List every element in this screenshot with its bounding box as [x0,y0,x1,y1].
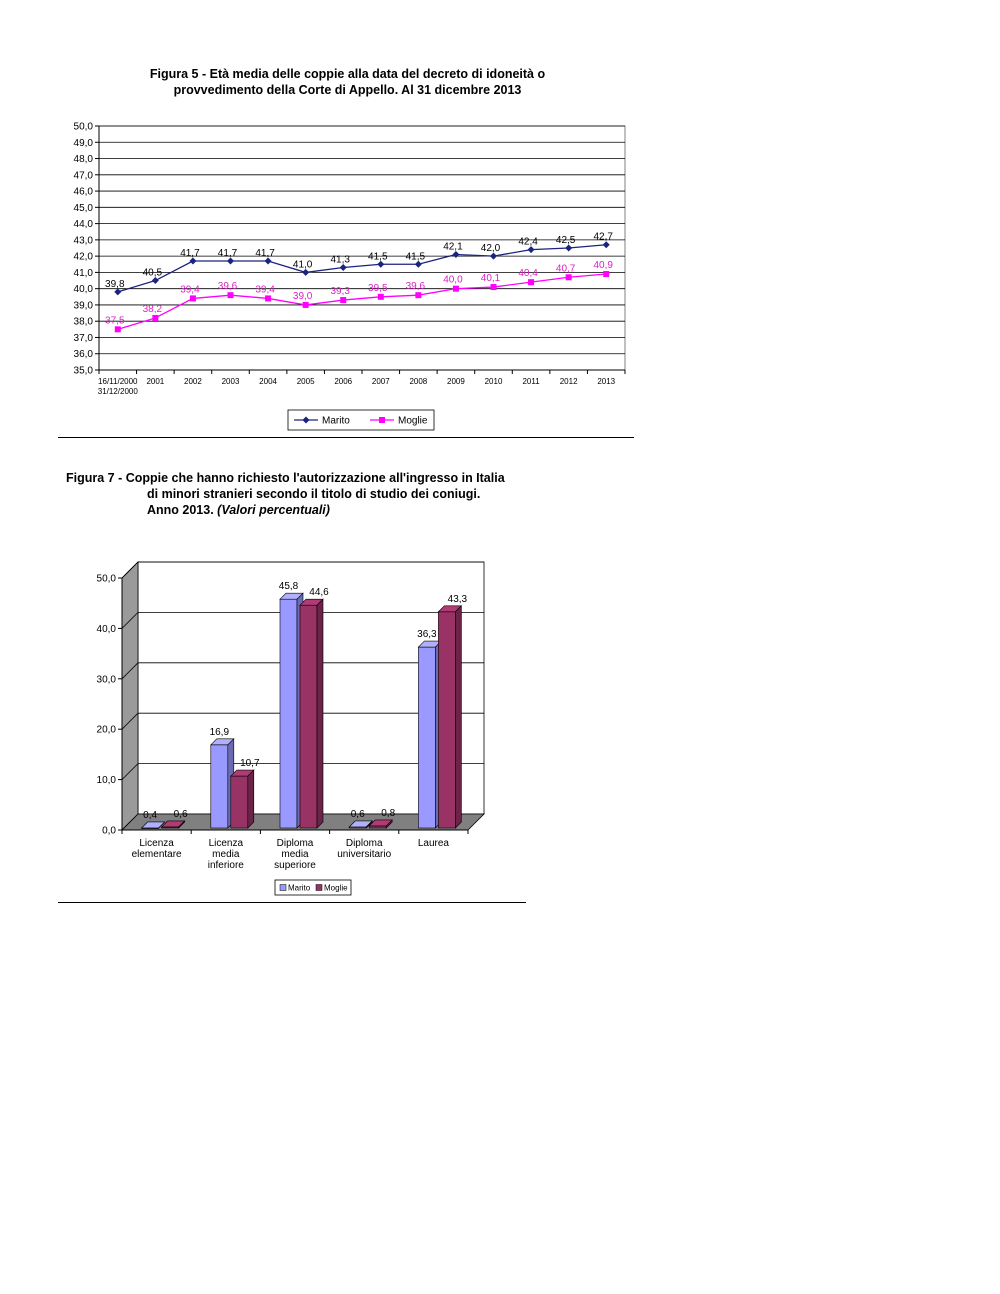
y-tick-label: 50,0 [96,573,116,585]
x-tick-label: 2008 [409,377,428,386]
data-label: 10,7 [240,758,260,770]
data-point [491,284,497,290]
bar-front [231,776,248,828]
bar-front [300,605,317,828]
data-label: 42,5 [555,235,576,246]
y-tick-label: 30,0 [96,674,116,686]
legend-marker [379,417,385,423]
x-tick-label: 2011 [522,377,540,386]
y-tick-label: 40,0 [96,623,116,635]
legend-label: Marito [322,415,350,427]
data-label: 41,7 [255,248,275,260]
x-tick-label: Laurea [417,838,449,849]
data-point [265,295,271,301]
bar-moglie [231,770,254,828]
data-label: 41,7 [180,248,200,260]
y-tick-label: 42,0 [73,251,93,263]
bar-side [248,770,254,828]
data-label: 41,7 [217,248,238,260]
data-label: 0,6 [173,808,188,820]
x-tick-label: 2004 [259,377,277,386]
x-tick-label: Diploma media superiore [274,838,316,871]
legend-swatch [280,885,286,891]
data-point [190,295,196,301]
x-tick-label: 2005 [296,377,315,386]
data-point [115,326,121,332]
data-label: 39,8 [105,278,125,290]
data-label: 39,6 [217,281,238,293]
x-tick-label: 2009 [447,377,465,386]
bar-side [317,599,323,828]
x-tick-label: 2001 [146,377,165,386]
data-label: 42,4 [518,236,538,248]
data-point [415,292,421,298]
figure-7-title-line3 [66,502,526,518]
y-tick-label: 20,0 [96,724,116,736]
data-label: 40,7 [555,263,576,275]
figure-7-title-year: Anno 2013. [147,503,218,517]
figure-7-title-line1: Figura 7 - Coppie che hanno richiesto l'autorizzazione all'ingresso in Italia [66,471,505,485]
y-tick-label: 10,0 [96,775,116,787]
y-tick-label: 45,0 [73,202,93,214]
y-tick-label: 38,0 [73,316,93,328]
data-label: 40,9 [593,260,613,272]
data-label: 37,5 [105,315,125,327]
figure-7-title [66,470,526,518]
data-label: 41,0 [292,259,313,271]
legend [275,880,351,895]
x-tick-label: 2006 [334,377,353,386]
data-point [566,274,572,280]
data-point [228,292,234,298]
data-label: 40,0 [443,274,463,286]
legend [288,410,434,430]
plot-area [99,126,625,370]
data-label: 42,1 [443,241,463,253]
x-tick-label: 2007 [371,377,390,386]
y-tick-label: 41,0 [73,267,93,279]
bar-front [438,612,455,828]
data-label: 39,0 [292,290,313,302]
figure-5-title-line2: provvedimento della Corte di Appello. Al 31 dicembre 2013 [173,83,522,97]
data-point [603,271,609,277]
line-chart-eta-media [60,110,640,435]
y-tick-label: 46,0 [73,186,93,198]
data-label: 41,5 [405,251,426,263]
data-label: 42,0 [480,243,501,255]
x-tick-label: Licenza media inferiore [207,838,244,871]
y-tick-label: 47,0 [73,170,93,182]
x-tick-label: 2003 [221,377,240,386]
data-point [303,302,309,308]
data-label: 39,6 [405,281,426,293]
y-tick-label: 39,0 [73,300,93,312]
data-label: 16,9 [209,726,230,738]
figure-5-title-line1: Figura 5 - Età media delle coppie alla data del decreto di idoneità o [149,67,546,81]
y-tick-label: 49,0 [73,137,93,149]
y-tick-label: 44,0 [73,219,93,231]
y-tick-label: 0,0 [102,825,116,837]
data-label: 40,1 [480,273,501,285]
data-label: 43,3 [447,593,468,605]
data-label: 41,5 [368,251,388,263]
figure-7-title-unit: (Valori percentuali) [217,503,330,517]
figure-5-divider [58,437,634,438]
y-tick-label: 36,0 [73,349,93,361]
x-tick-label: Licenza elementare [131,838,182,860]
data-label: 39,4 [255,284,275,296]
x-tick-label: 2010 [484,377,503,386]
data-label: 39,4 [180,284,200,296]
data-label: 0,6 [350,808,365,820]
bar-front [211,745,228,828]
figure-5-title [60,66,635,98]
data-label: 39,3 [330,286,350,298]
data-point [528,279,534,285]
bar-front [280,599,297,828]
bar-front [369,826,386,828]
data-label: 40,5 [142,267,163,279]
y-tick-label: 37,0 [73,332,93,344]
x-tick-label: 2013 [597,377,616,386]
bar-marito [211,739,234,828]
side-wall [122,562,138,830]
legend-label: Moglie [324,883,348,893]
data-point [378,294,384,300]
bar-moglie [438,606,461,828]
y-tick-label: 48,0 [73,154,93,166]
data-label: 36,3 [417,629,437,641]
data-label: 40,4 [518,268,538,280]
data-label: 42,7 [593,231,613,243]
data-label: 44,6 [309,587,329,599]
bar-marito [418,641,441,828]
x-tick-label: 16/11/2000 31/12/2000 [97,377,138,396]
legend-swatch [316,885,322,891]
x-tick-label: 2012 [559,377,578,386]
data-point [152,315,158,321]
x-tick-label: Diploma universitario [337,838,392,860]
data-label: 41,3 [330,254,350,266]
bar-marito [280,593,303,828]
bar-chart-titolo-studio [60,550,490,900]
y-tick-label: 35,0 [73,365,93,377]
figure-7-divider [58,902,526,903]
legend-label: Moglie [398,415,428,427]
data-point [453,286,459,292]
bar-side [455,606,461,828]
legend-label: Marito [288,883,311,893]
data-label: 45,8 [278,581,299,593]
data-label: 38,2 [142,303,163,315]
data-label: 0,8 [381,807,396,819]
y-tick-label: 40,0 [73,284,93,296]
bar-moglie [300,599,323,828]
bar-front [418,647,435,828]
y-tick-label: 50,0 [73,121,93,133]
y-tick-label: 43,0 [73,235,93,247]
figure-7-title-line2: di minori stranieri secondo il titolo di studio dei coniugi. [147,487,481,501]
x-tick-label: 2002 [184,377,202,386]
data-label: 0,4 [143,809,158,821]
data-point [340,297,346,303]
data-label: 39,5 [368,282,388,294]
